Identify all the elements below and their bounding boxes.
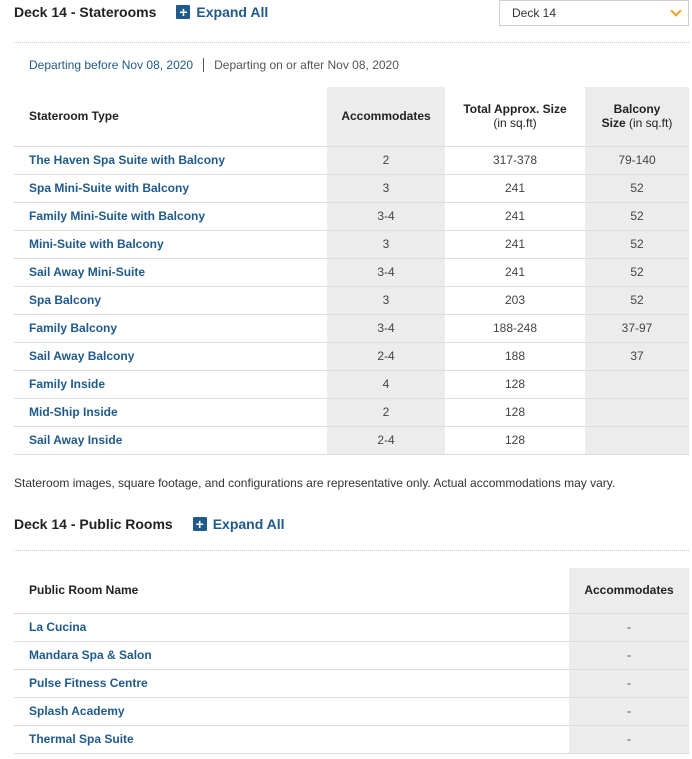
balcony-size-cell: 52 — [585, 258, 689, 286]
table-row — [14, 725, 689, 753]
stateroom-type-link[interactable]: Sail Away Balcony — [14, 342, 327, 370]
table-row — [14, 398, 689, 426]
balcony-size-cell: 52 — [585, 174, 689, 202]
accommodates-cell: 3 — [327, 286, 445, 314]
table-row — [14, 697, 689, 725]
table-row — [14, 230, 689, 258]
total-size-cell: 128 — [445, 398, 585, 426]
total-size-cell: 241 — [445, 258, 585, 286]
stateroom-type-link[interactable]: Spa Mini-Suite with Balcony — [14, 174, 327, 202]
staterooms-expand-all-button[interactable] — [176, 4, 268, 20]
accommodates-cell: 4 — [327, 370, 445, 398]
public-room-link[interactable]: La Cucina — [14, 613, 569, 641]
header-accommodates: Accommodates — [327, 87, 445, 146]
balcony-size-cell — [585, 426, 689, 454]
stateroom-type-link[interactable]: Family Balcony — [14, 314, 327, 342]
balcony-size-cell: 79-140 — [585, 146, 689, 174]
public-room-link[interactable]: Splash Academy — [14, 697, 569, 725]
balcony-size-cell: 52 — [585, 286, 689, 314]
balcony-size-cell — [585, 370, 689, 398]
accommodates-cell: 3-4 — [327, 314, 445, 342]
header-total-size-unit: (in sq.ft) — [493, 116, 537, 131]
total-size-cell: 188-248 — [445, 314, 585, 342]
table-row — [14, 342, 689, 370]
public-room-link[interactable]: Mandara Spa & Salon — [14, 641, 569, 669]
departing-after-link[interactable]: Departing on or after Nov 08, 2020 — [214, 58, 399, 72]
accommodates-cell: 3-4 — [327, 202, 445, 230]
total-size-cell: 188 — [445, 342, 585, 370]
staterooms-header — [14, 4, 268, 20]
header-balcony-main: Balcony — [613, 102, 661, 117]
stateroom-type-link[interactable]: Sail Away Mini-Suite — [14, 258, 327, 286]
total-size-cell: 241 — [445, 174, 585, 202]
table-row — [14, 286, 689, 314]
header-balcony-line2 — [585, 116, 689, 130]
public-rooms-header — [14, 516, 285, 532]
total-size-cell: 128 — [445, 370, 585, 398]
header-balcony-size — [585, 87, 689, 146]
public-accommodates-cell: - — [569, 697, 689, 725]
header-balcony-unit: (in sq.ft) — [629, 116, 673, 131]
divider — [14, 42, 689, 43]
total-size-cell: 203 — [445, 286, 585, 314]
balcony-size-cell — [585, 398, 689, 426]
header-public-accommodates: Accommodates — [569, 568, 689, 613]
departing-before-link[interactable]: Departing before Nov 08, 2020 — [29, 58, 194, 72]
accommodates-cell: 3 — [327, 174, 445, 202]
expand-all-label: Expand All — [196, 4, 269, 20]
header-public-room-name: Public Room Name — [29, 583, 139, 598]
table-row — [14, 669, 689, 697]
table-row — [14, 202, 689, 230]
public-room-link[interactable]: Thermal Spa Suite — [14, 725, 569, 753]
header-stateroom-type: Stateroom Type — [29, 109, 119, 124]
total-size-cell: 128 — [445, 426, 585, 454]
divider — [14, 550, 689, 551]
public-accommodates-cell: - — [569, 641, 689, 669]
stateroom-type-link[interactable]: The Haven Spa Suite with Balcony — [14, 146, 327, 174]
plus-icon: + — [176, 5, 190, 19]
balcony-size-cell: 52 — [585, 202, 689, 230]
table-row — [14, 258, 689, 286]
disclaimer-text: Stateroom images, square footage, and configurations are representative only. Actual accommodations may vary. — [14, 476, 616, 490]
table-row — [14, 426, 689, 454]
separator — [203, 58, 204, 72]
expand-all-label: Expand All — [212, 516, 285, 532]
stateroom-type-link[interactable]: Family Mini-Suite with Balcony — [14, 202, 327, 230]
header-total-size-main: Total Approx. Size — [463, 102, 567, 117]
deck-select[interactable] — [499, 0, 689, 26]
public-accommodates-cell: - — [569, 613, 689, 641]
accommodates-cell: 3 — [327, 230, 445, 258]
stateroom-type-link[interactable]: Spa Balcony — [14, 286, 327, 314]
table-row — [14, 174, 689, 202]
balcony-size-cell: 37 — [585, 342, 689, 370]
table-row — [14, 613, 689, 641]
accommodates-cell: 3-4 — [327, 258, 445, 286]
total-size-cell: 317-378 — [445, 146, 585, 174]
public-rooms-table — [14, 568, 689, 754]
table-row — [14, 314, 689, 342]
balcony-size-cell: 37-97 — [585, 314, 689, 342]
plus-icon: + — [193, 517, 207, 531]
deck-select-value: Deck 14 — [512, 6, 557, 20]
public-accommodates-cell: - — [569, 669, 689, 697]
chevron-down-icon — [670, 5, 681, 16]
accommodates-cell: 2 — [327, 398, 445, 426]
header-total-size — [445, 87, 585, 146]
header-balcony-size-word: Size — [601, 116, 626, 131]
accommodates-cell: 2 — [327, 146, 445, 174]
table-row — [14, 370, 689, 398]
table-row — [14, 641, 689, 669]
stateroom-type-link[interactable]: Family Inside — [14, 370, 327, 398]
stateroom-type-link[interactable]: Sail Away Inside — [14, 426, 327, 454]
stateroom-type-link[interactable]: Mid-Ship Inside — [14, 398, 327, 426]
accommodates-cell: 2-4 — [327, 426, 445, 454]
public-room-link[interactable]: Pulse Fitness Centre — [14, 669, 569, 697]
public-rooms-title: Deck 14 - Public Rooms — [14, 516, 173, 532]
stateroom-type-link[interactable]: Mini-Suite with Balcony — [14, 230, 327, 258]
public-rooms-expand-all-button[interactable] — [193, 516, 285, 532]
total-size-cell: 241 — [445, 202, 585, 230]
departing-toggle — [29, 58, 399, 72]
public-accommodates-cell: - — [569, 725, 689, 753]
table-row — [14, 146, 689, 174]
total-size-cell: 241 — [445, 230, 585, 258]
staterooms-title: Deck 14 - Staterooms — [14, 4, 157, 20]
balcony-size-cell: 52 — [585, 230, 689, 258]
stateroom-table — [14, 87, 689, 455]
accommodates-cell: 2-4 — [327, 342, 445, 370]
